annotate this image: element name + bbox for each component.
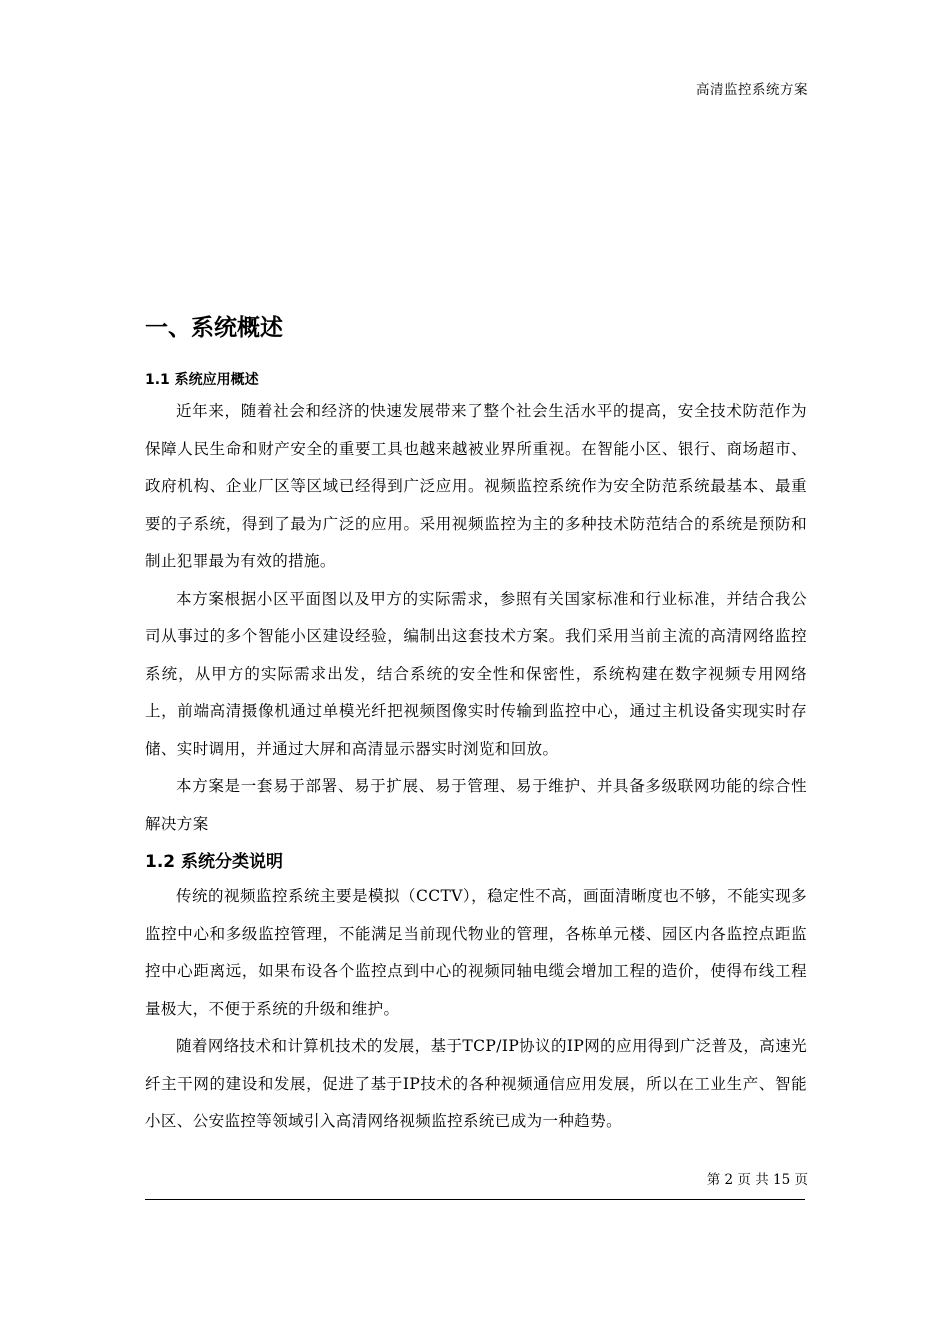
subsection-heading-1-2: 1.2 系统分类说明: [145, 852, 284, 872]
running-header: 高清监控系统方案: [696, 82, 808, 98]
paragraph: 近年来，随着社会和经济的快速发展带来了整个社会生活水平的提高，安全技术防范作为保障人民生命和财产安全的重要工具也越来越被业界所重视。在智能小区、银行、商场超市、政府机构、企业厂区等区域已经得到广泛应用。视频监控系统作为安全防范系统最基本、最重要的子系统，得到了最为广泛的应用。采用视频监控为主的多种技术防范结合的系统是预防和制止犯罪最为有效的措施。: [145, 402, 807, 570]
paragraph: 随着网络技术和计算机技术的发展，基于TCP/IP协议的IP网的应用得到广泛普及，高速光纤主干网的建设和发展，促进了基于IP技术的各种视频通信应用发展，所以在工业生产、智能小区、公安监控等领域引入高清网络视频监控系统已成为一种趋势。: [145, 1037, 807, 1130]
paragraph: 本方案是一套易于部署、易于扩展、易于管理、易于维护、并具备多级联网功能的综合性解决方案: [145, 777, 807, 833]
paragraph: 传统的视频监控系统主要是模拟（CCTV），稳定性不高，画面清晰度也不够，不能实现多监控中心和多级监控管理，不能满足当前现代物业的管理，各栋单元楼、园区内各监控点距监控中心距离远，如果布设各个监控点到中心的视频同轴电缆会增加工程的造价，使得布线工程量极大，不便于系统的升级和维护。: [145, 887, 807, 1018]
subsection-heading-1-1: 1.1 系统应用概述: [145, 372, 259, 388]
section-heading: 一、系统概述: [145, 315, 283, 341]
page-number: 第 2 页 共 15 页: [706, 1172, 808, 1188]
page-content: [145, 310, 807, 1141]
footer-divider: [145, 1199, 805, 1200]
paragraph: 本方案根据小区平面图以及甲方的实际需求，参照有关国家标准和行业标准，并结合我公司从事过的多个智能小区建设经验，编制出这套技术方案。我们采用当前主流的高清网络监控系统，从甲方的实际需求出发，结合系统的安全性和保密性，系统构建在数字视频专用网络上，前端高清摄像机通过单模光纤把视频图像实时传输到监控中心，通过主机设备实现实时存储、实时调用，并通过大屏和高清显示器实时浏览和回放。: [145, 589, 807, 758]
